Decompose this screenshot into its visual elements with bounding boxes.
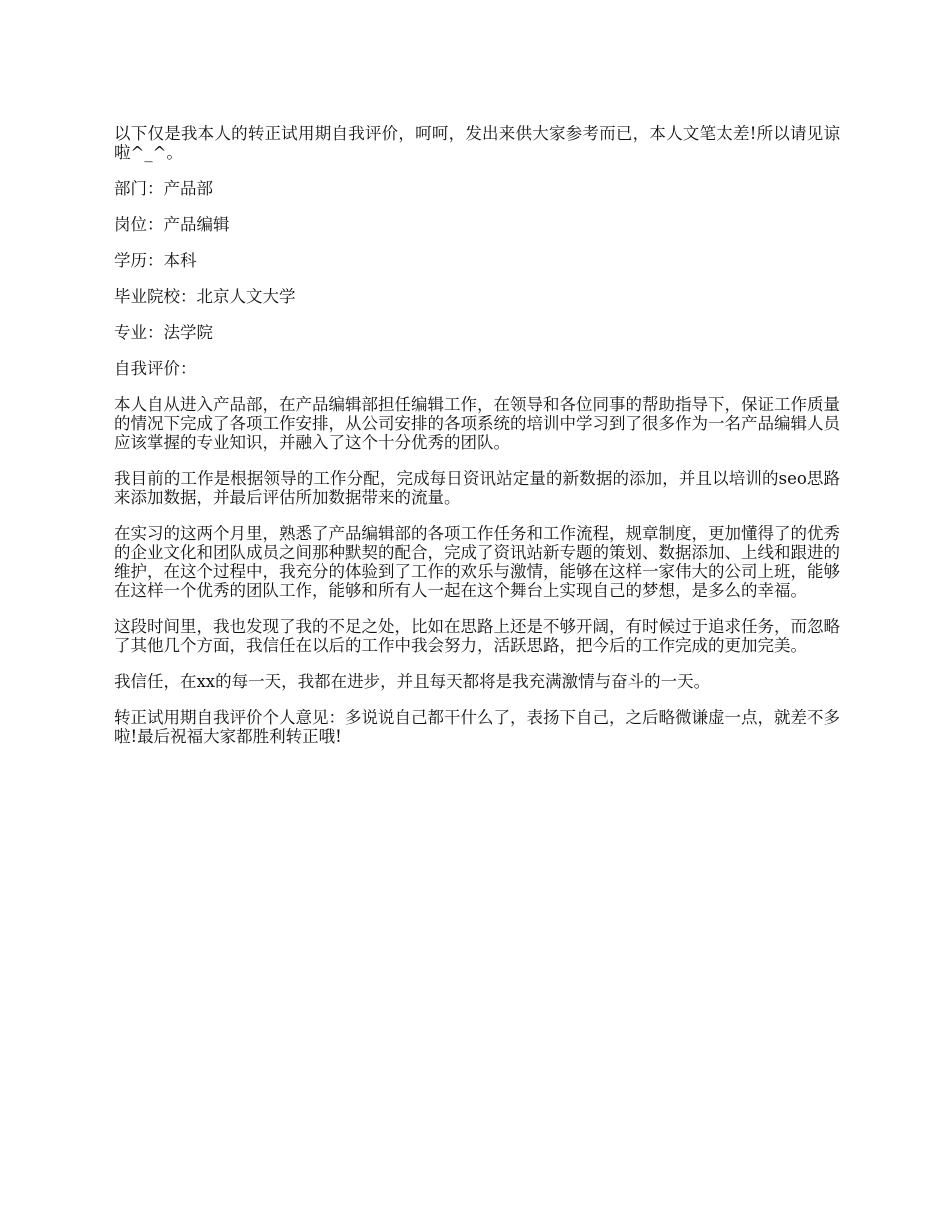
field-position <box>114 215 840 234</box>
closing-paragraph: 转正试用期自我评价个人意见：多说说自己都干什么了，表扬下自己，之后略微谦虚一点，就差不多啦!最后祝福大家都胜利转正哦! <box>114 708 840 746</box>
field-label: 专业： <box>114 323 164 342</box>
intro-paragraph: 以下仅是我本人的转正试用期自我评价，呵呵，发出来供大家参考而已，本人文笔太差!所以请见谅啦^_^。 <box>114 124 840 162</box>
field-value: 法学院 <box>163 323 213 342</box>
field-label: 学历： <box>114 251 164 270</box>
body-paragraph: 在实习的这两个月里，熟悉了产品编辑部的各项工作任务和工作流程，规章制度，更加懂得了的优秀的企业文化和团队成员之间那种默契的配合，完成了资讯站新专题的策划、数据添加、上线和跟进的维护，在这个过程中，我充分的体验到了工作的欢乐与激情，能够在这样一家伟大的公司上班，能够在这样一个优秀的团队工作，能够和所有人一起在这个舞台上实现自己的梦想，是多么的幸福。 <box>114 524 840 600</box>
body-paragraph: 本人自从进入产品部，在产品编辑部担任编辑工作，在领导和各位同事的帮助指导下，保证工作质量的情况下完成了各项工作安排，从公司安排的各项系统的培训中学习到了很多作为一名产品编辑人员应该掌握的专业知识，并融入了这个十分优秀的团队。 <box>114 395 840 452</box>
field-value: 北京人文大学 <box>196 287 296 306</box>
field-value: 产品编辑 <box>163 215 230 234</box>
body-paragraph: 我目前的工作是根据领导的工作分配，完成每日资讯站定量的新数据的添加，并且以培训的seo思路来添加数据，并最后评估所加数据带来的流量。 <box>114 469 840 507</box>
self-eval-heading: 自我评价： <box>114 359 197 378</box>
field-value: 本科 <box>163 251 197 270</box>
field-value: 产品部 <box>163 179 213 198</box>
field-label: 部门： <box>114 179 164 198</box>
field-education <box>114 251 840 270</box>
field-major <box>114 323 840 342</box>
field-school <box>114 287 840 306</box>
body-paragraph: 我信任，在xx的每一天，我都在进步，并且每天都将是我充满激情与奋斗的一天。 <box>114 672 711 691</box>
field-department <box>114 179 840 198</box>
document-body <box>114 124 840 763</box>
body-paragraph: 这段时间里，我也发现了我的不足之处，比如在思路上还是不够开阔，有时候过于追求任务，而忽略了其他几个方面，我信任在以后的工作中我会努力，活跃思路，把今后的工作完成的更加完美。 <box>114 617 840 655</box>
field-label: 岗位： <box>114 215 164 234</box>
field-label: 毕业院校： <box>114 287 197 306</box>
